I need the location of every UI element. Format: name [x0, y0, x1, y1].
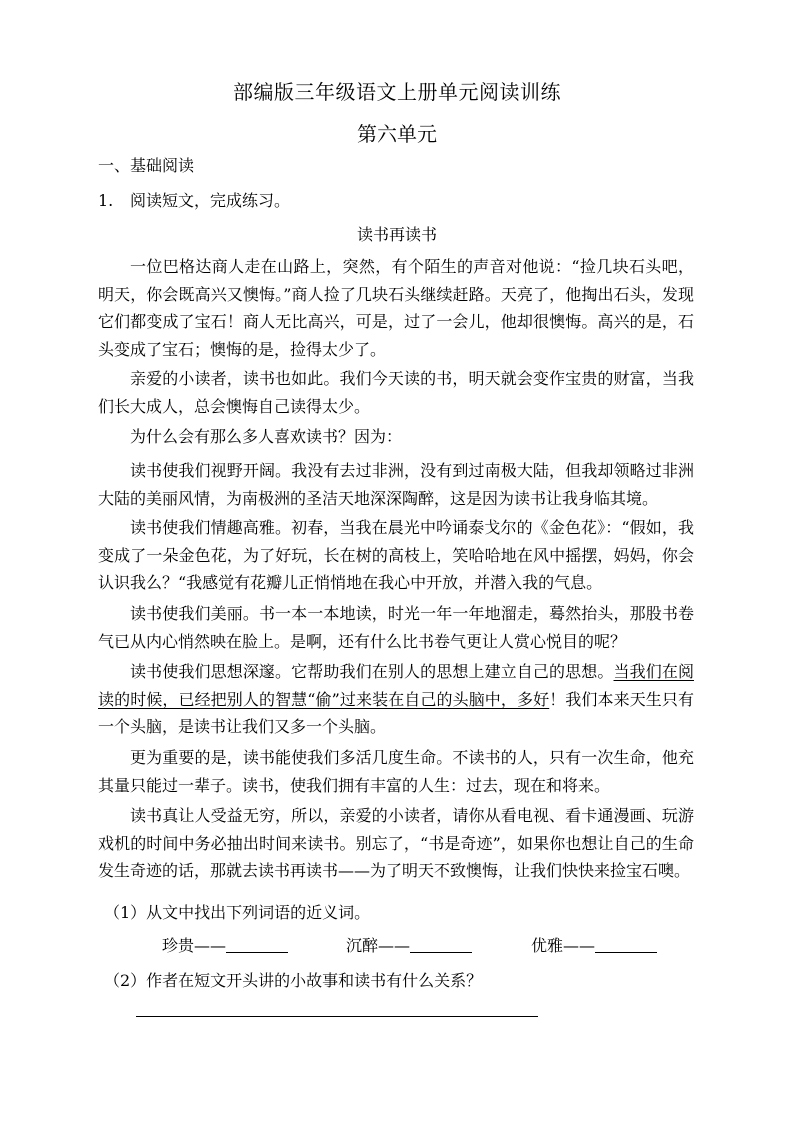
- synonym-item-2: [346, 933, 472, 956]
- passage-paragraph-5: 读书使我们情趣高雅。初春，当我在晨光中吟诵泰戈尔的《金色花》：“假如，我变成了一朵金色花，为了好玩，长在树的高枝上，笑哈哈地在风中摇摆，妈妈，你会认识我么？“我感觉有花瓣儿正悄悄地在我心中开放，并潜入我的气息。: [98, 518, 694, 592]
- synonym-blank-3[interactable]: [595, 938, 657, 953]
- paragraph-7-end: ！我们本来天生只有一个头脑，是读书让我们又多一个头脑。: [98, 689, 694, 736]
- underlined-sentence: 当我们在阅读的时候，已经把别人的智慧“偷”过来装在自己的头脑中，多好: [98, 662, 694, 709]
- passage-paragraph-8: 更为重要的是，读书能使我们多活几度生命。不读书的人，只有一次生命，他充其量只能过一辈子。读书，使我们拥有丰富的人生：过去，现在和将来。: [98, 748, 694, 795]
- passage-title: 读书再读书: [356, 225, 437, 244]
- synonym-blank-1[interactable]: [226, 938, 288, 953]
- paragraph-7-start: 读书使我们思想深邃。它帮助我们在别人的思想上建立自己的思想。: [130, 662, 614, 681]
- synonym-blank-2[interactable]: [410, 938, 472, 953]
- passage-paragraph-1: 一位巴格达商人走在山路上，突然，有个陌生的声音对他说：“捡几块石头吧，明天，你会既高兴又懊悔。”商人捡了几块石头继续赶路。天亮了，他掏出石头，发现它们都变成了宝石！商人无比高兴，可是，过了一会儿，他却很懊悔。高兴的是，石头变成了宝石；懊悔的是，捡得太少了。: [98, 257, 694, 359]
- passage-paragraph-9: 读书真让人受益无穷，所以，亲爱的小读者，请你从看电视、看卡通漫画、玩游戏机的时间中务必抽出时间来读书。别忘了，“书是奇迹”，如果你也想让自己的生命发生奇迹的话，那就去读书再读书——为了明天不致懊悔，让我们快快来捡宝石噢。: [98, 806, 694, 880]
- subquestion-2: （2）作者在短文开头讲的小故事和读书有什么关系？: [104, 971, 483, 990]
- subquestion-1: （1）从文中找出下列词语的近义词。: [104, 903, 371, 922]
- synonym-item-3: [531, 933, 657, 956]
- passage-paragraph-3: 为什么会有那么多人喜欢读书？因为：: [130, 427, 403, 446]
- passage-paragraph-6: 读书使我们美丽。书一本一本地读，时光一年一年地溜走，蓦然抬头，那股书卷气已从内心悄然映在脸上。是啊，还有什么比书卷气更让人赏心悦目的呢？: [98, 604, 694, 651]
- page-title: 部编版三年级语文上册单元阅读训练: [233, 80, 561, 104]
- synonym-word-2: 沉醉——: [346, 936, 411, 955]
- synonym-word-1: 珍贵——: [162, 936, 227, 955]
- passage-paragraph-2: 亲爱的小读者，读书也如此。我们今天读的书，明天就会变作宝贵的财富，当我们长大成人，总会懊悔自己读得太少。: [98, 369, 694, 416]
- answer-line[interactable]: [136, 1016, 538, 1017]
- passage-paragraph-7: [98, 658, 694, 741]
- synonym-item-1: [162, 933, 288, 956]
- passage-paragraph-4: 读书使我们视野开阔。我没有去过非洲，没有到过南极大陆，但我却领略过非洲大陆的美丽风情，为南极洲的圣洁天地深深陶醉，这是因为读书让我身临其境。: [98, 461, 694, 508]
- unit-title: 第六单元: [357, 122, 437, 146]
- section-heading: 一、基础阅读: [98, 156, 195, 175]
- question-1: [98, 188, 290, 211]
- question-text: 阅读短文，完成练习。: [130, 191, 291, 210]
- question-number: 1.: [98, 191, 114, 210]
- synonym-word-3: 优雅——: [531, 936, 596, 955]
